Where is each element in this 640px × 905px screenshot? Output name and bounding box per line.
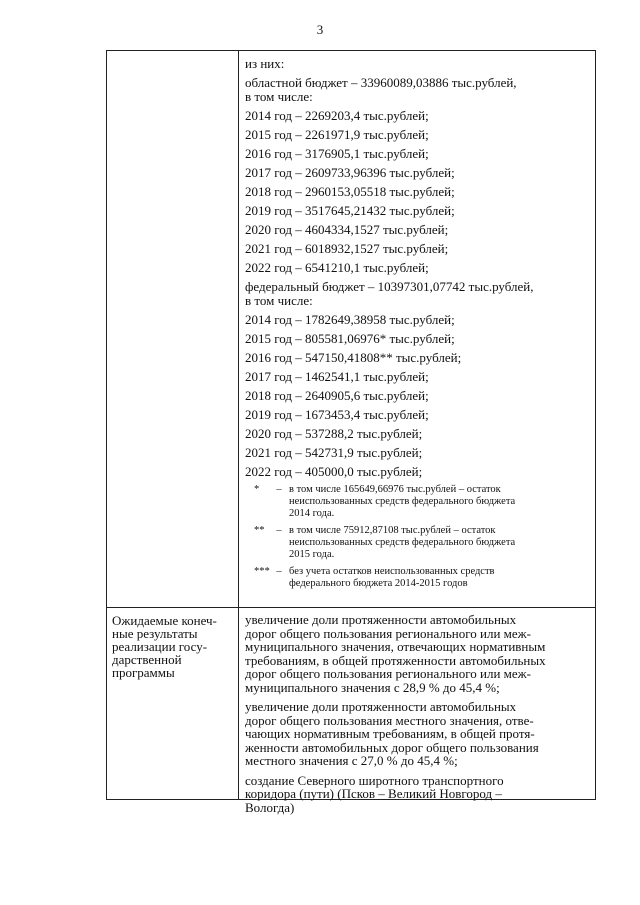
federal-year-2017: 2017 год – 1462541,1 тыс.рублей; — [245, 369, 429, 384]
footnote-text: неиспользованных средств федерального бюджета — [289, 537, 516, 548]
result-line: дорог общего пользования регионального или меж- — [245, 625, 531, 641]
result-line: женности автомобильных дорог общего пользования — [245, 739, 539, 755]
footnote-text: в том числе 75912,87108 тыс.рублей – остаток — [289, 525, 496, 536]
footnote-1 — [245, 484, 593, 520]
results-label-line: программы — [112, 665, 175, 680]
results-content-cell — [245, 613, 593, 820]
footnote-dash: – — [276, 484, 282, 495]
program-table — [106, 50, 596, 815]
result-line: увеличение доли протяженности автомобильных — [245, 612, 517, 627]
result-line: местного значения с 27,0 % до 45,4 %; — [245, 753, 458, 768]
federal-year-2016: 2016 год – 547150,41808** тыс.рублей; — [245, 350, 462, 365]
footnote-dash: – — [276, 566, 282, 577]
footnote-text: федерального бюджета 2014-2015 годов — [289, 578, 468, 589]
footnote-text: без учета остатков неиспользованных средств — [289, 566, 495, 577]
federal-years-list — [245, 313, 593, 479]
regional-year-2020: 2020 год – 4604334,1527 тыс.рублей; — [245, 222, 449, 237]
results-label-line: реализации госу- — [112, 639, 208, 654]
column-divider — [238, 51, 239, 799]
federal-year-2021: 2021 год – 542731,9 тыс.рублей; — [245, 445, 423, 460]
regional-year-2015: 2015 год – 2261971,9 тыс.рублей; — [245, 127, 429, 142]
result-line: увеличение доли протяженности автомобильных — [245, 699, 517, 714]
result-line: муниципального значения, отвечающих нормативным — [245, 639, 546, 654]
footnote-mark: *** — [254, 566, 270, 577]
footnote-dash: – — [276, 525, 282, 536]
regional-year-2022: 2022 год – 6541210,1 тыс.рублей; — [245, 260, 429, 275]
footnote-3 — [245, 566, 593, 590]
regional-year-2019: 2019 год – 3517645,21432 тыс.рублей; — [245, 203, 455, 218]
footnote-2 — [245, 525, 593, 561]
federal-budget-total: федеральный бюджет – 10397301,07742 тыс.рублей, — [245, 279, 534, 294]
footnote-mark: ** — [254, 525, 265, 536]
result-line: дорог общего пользования местного значения, отве- — [245, 712, 534, 728]
regional-budget-including: в том числе: — [245, 89, 313, 104]
footnote-text: неиспользованных средств федерального бюджета — [289, 496, 516, 507]
funding-intro: из них: — [245, 56, 285, 71]
result-line: Вологда) — [245, 799, 295, 815]
result-item-2 — [245, 700, 593, 768]
results-label-line: дарственной — [112, 652, 182, 667]
federal-budget-including: в том числе: — [245, 293, 313, 308]
regional-years-list — [245, 109, 593, 275]
results-label-cell — [112, 614, 236, 679]
result-line: дорог общего пользования регионального или меж- — [245, 666, 531, 681]
result-line: создание Северного широтного транспортного — [245, 772, 504, 788]
regional-year-2016: 2016 год – 3176905,1 тыс.рублей; — [245, 146, 429, 161]
footnote-text: 2014 года. — [289, 508, 335, 519]
result-line: муниципального значения с 28,9 % до 45,4 %; — [245, 679, 500, 695]
result-line: требованиям, в общей протяженности автомобильных — [245, 652, 546, 668]
regional-budget-total: областной бюджет – 33960089,03886 тыс.рублей, — [245, 75, 517, 90]
row-divider — [107, 607, 595, 608]
footnote-mark: * — [254, 484, 260, 495]
federal-year-2020: 2020 год – 537288,2 тыс.рублей; — [245, 426, 423, 441]
regional-year-2018: 2018 год – 2960153,05518 тыс.рублей; — [245, 184, 455, 199]
federal-year-2015: 2015 год – 805581,06976* тыс.рублей; — [245, 331, 455, 346]
regional-year-2017: 2017 год – 2609733,96396 тыс.рублей; — [245, 165, 455, 180]
federal-year-2022: 2022 год – 405000,0 тыс.рублей; — [245, 464, 423, 479]
result-line: коридора (пути) (Псков – Великий Новгород – — [245, 786, 502, 801]
federal-year-2018: 2018 год – 2640905,6 тыс.рублей; — [245, 388, 429, 403]
page-number: 3 — [316, 22, 324, 37]
funding-cell — [245, 57, 593, 595]
footnote-text: 2015 года. — [289, 549, 335, 560]
federal-year-2019: 2019 год – 1673453,4 тыс.рублей; — [245, 407, 429, 422]
results-label-line: ные результаты — [112, 626, 198, 641]
regional-year-2021: 2021 год – 6018932,1527 тыс.рублей; — [245, 241, 449, 256]
regional-year-2014: 2014 год – 2269203,4 тыс.рублей; — [245, 108, 429, 123]
results-label-line: Ожидаемые конеч- — [112, 613, 217, 628]
result-item-3 — [245, 774, 593, 815]
federal-year-2014: 2014 год – 1782649,38958 тыс.рублей; — [245, 312, 455, 327]
result-line: чающих нормативным требованиям, в общей протя- — [245, 726, 535, 741]
result-item-1 — [245, 613, 593, 694]
footnote-text: в том числе 165649,66976 тыс.рублей – остаток — [289, 484, 501, 495]
